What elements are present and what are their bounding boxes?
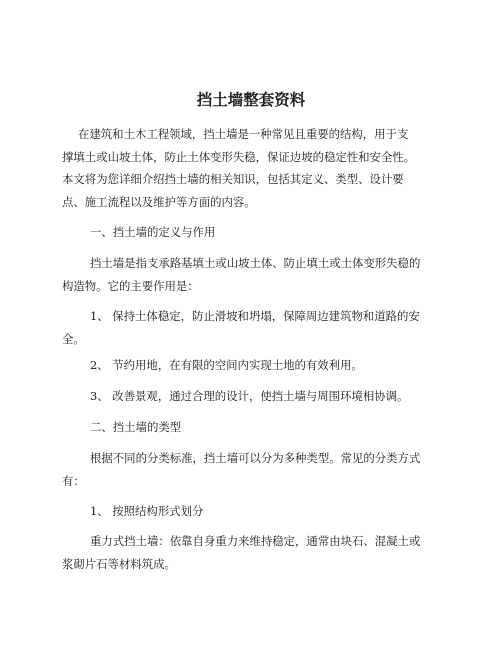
section-heading-definition: 一、挡土墙的定义与作用 [90,225,216,239]
gravity-line: 重力式挡土墙：依靠自身重力来维持稳定，通常由块石、混凝土或 [90,534,421,548]
intro-paragraph [62,123,442,213]
intro-line: 撑填土或山坡土体，防止土体变形失稳，保证边坡的稳定性和安全性。 [62,149,416,164]
definition-line: 挡土墙是指支承路基填土或山坡土体、防止填土或土体变形失稳的 [90,256,421,270]
types-line: 根据不同的分类标准，挡土墙可以分为多种类型。常见的分类方式 [90,451,421,465]
intro-line: 点、施工流程以及维护等方面的内容。 [62,194,256,209]
role-item-3 [62,385,442,408]
document-title: 挡土墙整套资料 [196,91,306,109]
definition-paragraph [62,252,442,297]
section-heading-types: 二、挡土墙的类型 [90,420,182,434]
subheading-structure: 1、 按照结构形式划分 [90,504,204,518]
types-paragraph [62,447,442,492]
gravity-line: 浆砌片石等材料筑成。 [62,556,176,571]
gravity-wall-paragraph [62,530,442,575]
role-item-line: 全。 [62,331,85,346]
role-item-line: 2、 节约用地，在有限的空间内实现土地的有效利用。 [90,358,363,372]
role-item-line: 3、 改善景观，通过合理的设计，使挡土墙与周围环境相协调。 [90,389,409,403]
types-line: 有： [62,473,85,488]
role-item-line: 1、 保持土体稳定，防止滑坡和坍塌，保障周边建筑物和道路的安 [90,309,420,323]
role-item-1 [62,305,442,350]
definition-line: 构造物。它的主要作用是： [62,278,199,293]
intro-line: 本文将为您详细介绍挡土墙的相关知识，包括其定义、类型、设计要 [62,172,404,186]
intro-line: 在建筑和土木工程领域，挡土墙是一种常见且重要的结构，用于支 [78,127,409,141]
role-item-2 [62,354,442,377]
